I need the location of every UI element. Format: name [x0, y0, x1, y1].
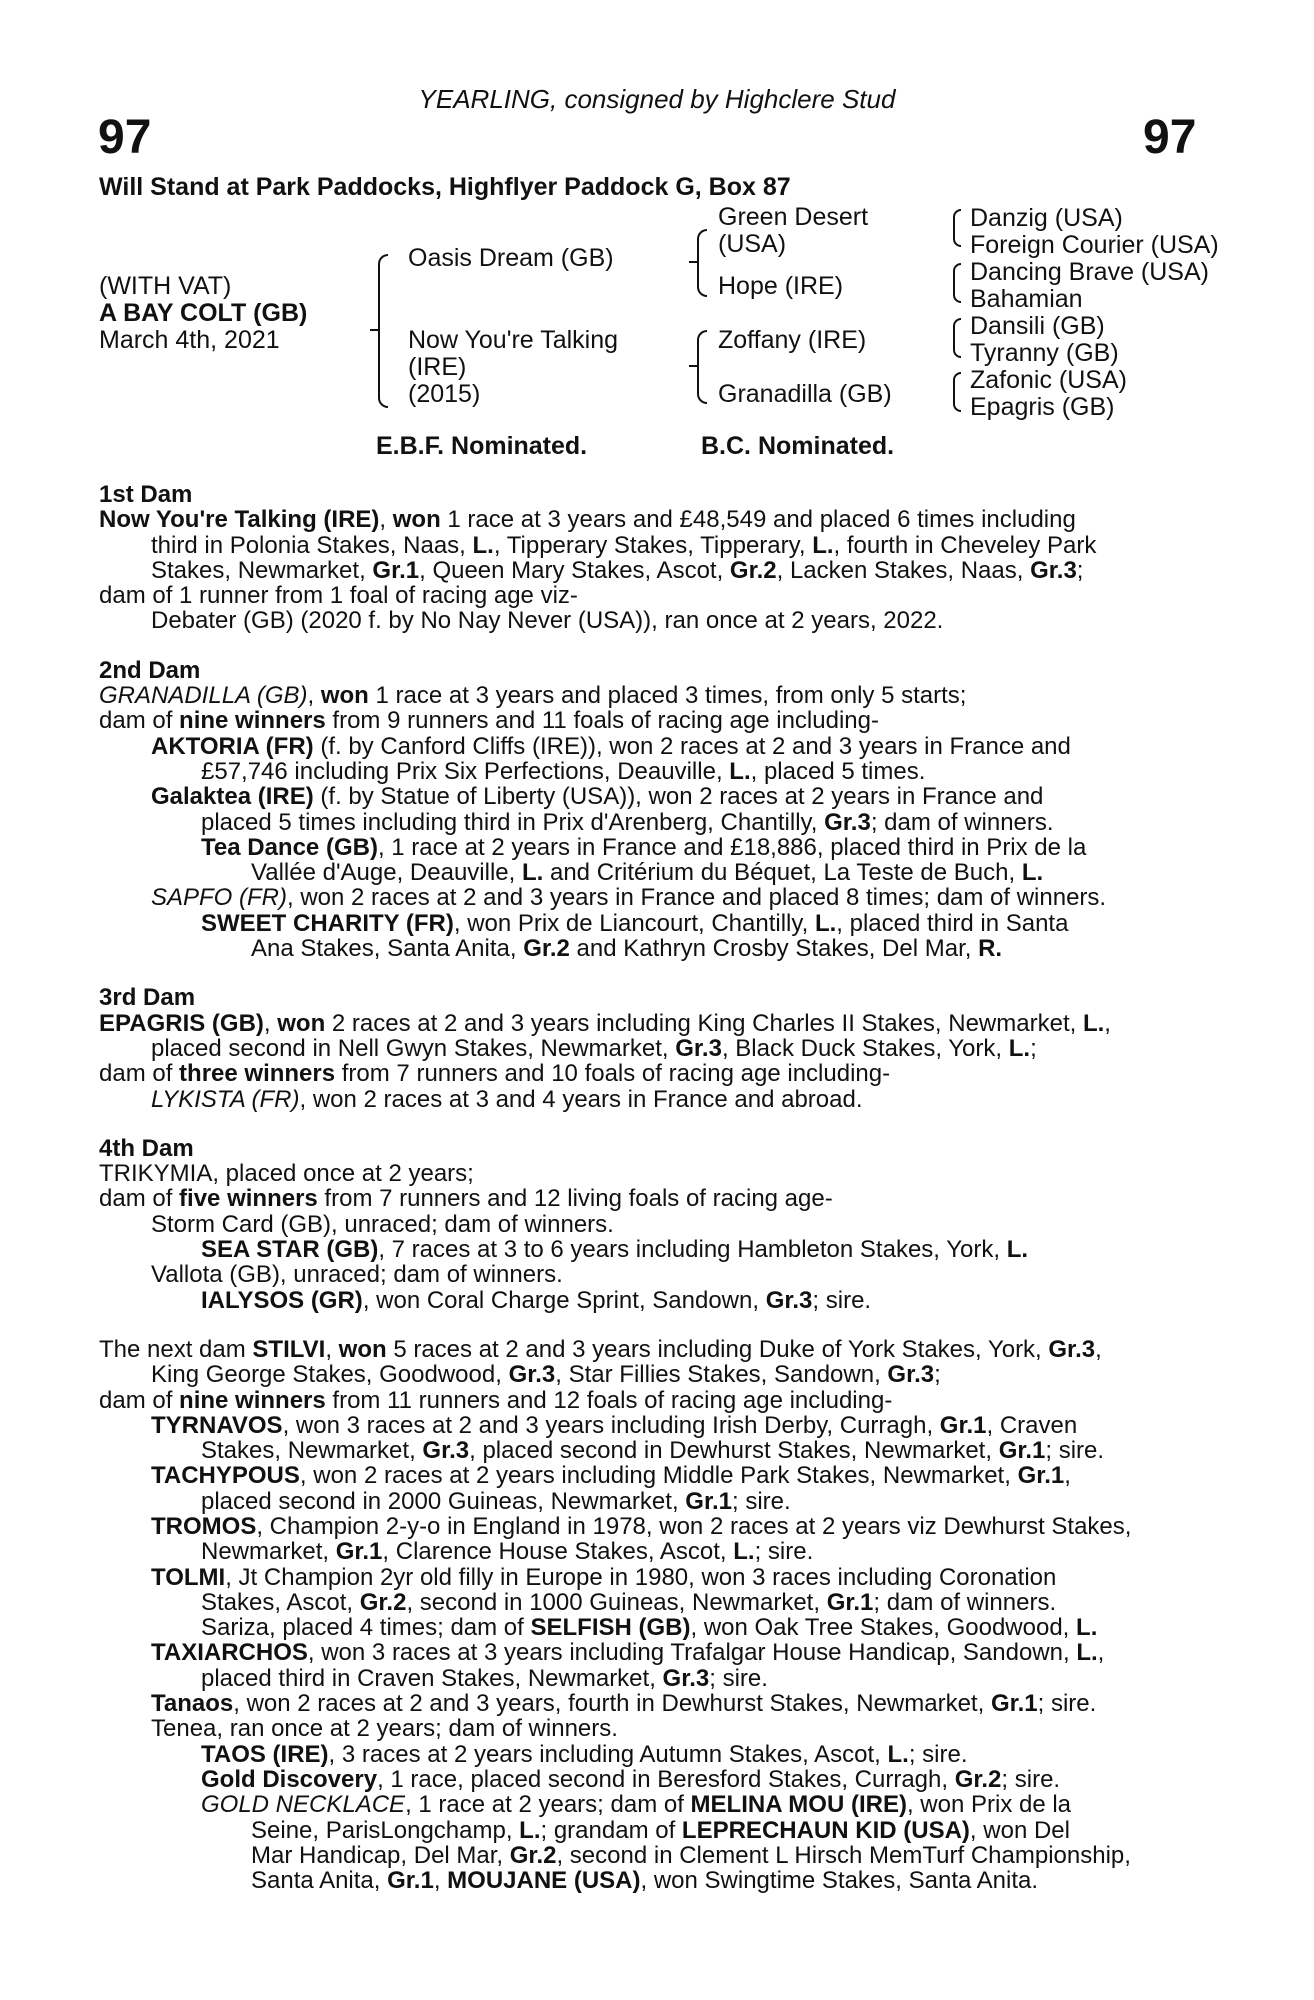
- pedigree-dam-line1: Now You're Talking: [408, 326, 619, 354]
- text-run: £57,746 including Prix Six Perfections, Deauville,: [201, 757, 730, 785]
- text-run: Newmarket,: [201, 1538, 336, 1566]
- text-run: three winners: [179, 1060, 336, 1088]
- text-run: placed 5 times including third in Prix d'Arenberg, Chantilly,: [201, 808, 825, 836]
- text-run: Santa Anita,: [251, 1867, 388, 1895]
- text-run: , won 2 races at 2 years including Middle Park Stakes, Newmarket,: [299, 1462, 1018, 1490]
- pedigree-gen3-7: Zafonic (USA): [970, 366, 1127, 394]
- text-run: Stakes, Newmarket,: [201, 1437, 423, 1465]
- text-run: Gr.1: [372, 556, 420, 584]
- section-heading: 1st Dam: [99, 481, 193, 508]
- dam-section: [99, 658, 1205, 962]
- text-line: [99, 1716, 1205, 1741]
- text-run: Ana Stakes, Santa Anita,: [251, 935, 524, 963]
- text-run: Gr.1: [826, 1588, 874, 1616]
- pedigree-brace-dam: [697, 330, 707, 404]
- text-run: EPAGRIS (GB): [99, 1009, 264, 1037]
- text-run: Gr.2: [523, 935, 570, 963]
- text-run: ,: [433, 1867, 448, 1895]
- text-run: Gr.3: [765, 1286, 813, 1314]
- pedigree-gen3-4: Bahamian: [970, 285, 1083, 313]
- text-run: TAXIARCHOS: [151, 1639, 308, 1667]
- text-run: , placed third in Santa: [836, 909, 1069, 937]
- text-run: , won Oak Tree Stakes, Goodwood,: [690, 1614, 1077, 1642]
- pedigree-gen3-6: Tyranny (GB): [970, 339, 1119, 367]
- text-run: , Queen Mary Stakes, Ascot,: [419, 556, 730, 584]
- text-run: LEPRECHAUN KID (USA): [681, 1816, 970, 1844]
- text-run: , 1 race, placed second in Beresford Stakes, Curragh,: [377, 1765, 955, 1793]
- text-line: [99, 1792, 1205, 1817]
- pedigree-brace-sire: [697, 229, 707, 297]
- text-line: [99, 608, 1205, 633]
- pedigree-brace-gen1-tip: [370, 329, 378, 331]
- text-run: ; sire.: [812, 1286, 872, 1314]
- text-run: and Critérium du Béquet, La Teste de Buch,: [543, 859, 1022, 887]
- text-run: L.: [1021, 859, 1044, 887]
- text-run: ; sire.: [1001, 1765, 1061, 1793]
- text-line: [99, 1438, 1205, 1463]
- text-run: ; dam of winners.: [873, 1588, 1057, 1616]
- text-run: placed second in 2000 Guineas, Newmarket,: [201, 1487, 686, 1515]
- text-line: [99, 1590, 1205, 1615]
- text-run: dam of: [99, 1185, 180, 1213]
- text-run: , won 2 races at 3 and 4 years in France and abroad.: [299, 1085, 863, 1113]
- text-line: [99, 759, 1205, 784]
- text-run: Gold Discovery: [201, 1765, 378, 1793]
- text-run: Gr.3: [662, 1664, 710, 1692]
- text-line: [99, 1161, 1205, 1186]
- text-line: [99, 1087, 1205, 1112]
- text-run: TAOS (IRE): [201, 1740, 329, 1768]
- text-run: GOLD NECKLACE: [201, 1791, 406, 1819]
- text-run: , second in Clement L Hirsch MemTurf Championship,: [556, 1841, 1131, 1869]
- text-line: [99, 1463, 1205, 1488]
- dam-section: [99, 482, 1205, 634]
- text-line: [99, 1615, 1205, 1640]
- text-run: R.: [978, 935, 1003, 963]
- text-run: , won 3 races at 3 years including Trafalgar House Handicap, Sandown,: [307, 1639, 1077, 1667]
- text-run: , won Prix de Liancourt, Chantilly,: [453, 909, 815, 937]
- text-run: won: [320, 682, 369, 710]
- pedigree-dam-line3: (2015): [408, 380, 481, 408]
- text-run: ,: [307, 682, 321, 710]
- text-run: TACHYPOUS: [151, 1462, 300, 1490]
- section-heading: 4th Dam: [99, 1134, 194, 1162]
- text-run: ;: [1030, 1034, 1037, 1062]
- text-line: [99, 533, 1205, 558]
- text-run: Debater (GB) (2020 f. by No Nay Never (USA)), ran once at 2 years, 2022.: [151, 607, 944, 635]
- pedigree-gen3-8: Epagris (GB): [970, 393, 1115, 421]
- text-line: [99, 507, 1205, 532]
- text-run: L.: [1008, 1034, 1031, 1062]
- text-run: , Tipperary Stakes, Tipperary,: [493, 531, 813, 559]
- text-run: , won Del: [969, 1816, 1070, 1844]
- text-run: L.: [1076, 1639, 1098, 1667]
- text-run: 5 races at 2 and 3 years including Duke of York Stakes, York,: [386, 1335, 1049, 1363]
- text-run: L.: [521, 859, 544, 887]
- text-line: [99, 1666, 1205, 1691]
- text-run: nine winners: [179, 1386, 326, 1414]
- text-run: TRIKYMIA, placed once at 2 years;: [99, 1160, 474, 1188]
- text-run: L.: [814, 909, 837, 937]
- text-run: LYKISTA (FR): [151, 1085, 300, 1113]
- text-run: Gr.3: [887, 1361, 935, 1389]
- pedigree-sire-sire-line1: Green Desert: [718, 203, 869, 231]
- text-run: Mar Handicap, Del Mar,: [251, 1841, 510, 1869]
- pedigree-brace-dam-tip: [689, 365, 697, 367]
- text-run: , Star Fillies Stakes, Sandown,: [555, 1361, 888, 1389]
- text-run: ; grandam of: [540, 1816, 682, 1844]
- text-run: 2 races at 2 and 3 years including King Charles II Stakes, Newmarket,: [325, 1009, 1083, 1037]
- text-line: [99, 1036, 1205, 1061]
- text-line: [99, 1288, 1205, 1313]
- pedigree-gen3-1: Danzig (USA): [970, 204, 1123, 232]
- text-run: TROMOS: [151, 1512, 257, 1540]
- text-line: [99, 1767, 1205, 1792]
- text-run: dam of: [99, 707, 180, 735]
- text-run: , won Coral Charge Sprint, Sandown,: [362, 1286, 766, 1314]
- text-run: ; sire.: [908, 1740, 968, 1768]
- text-line: [99, 1413, 1205, 1438]
- text-run: from 11 runners and 12 foals of racing age including-: [325, 1386, 893, 1414]
- lot-number-right: 97: [1143, 111, 1197, 164]
- text-run: SELFISH (GB): [530, 1614, 691, 1642]
- text-line: [99, 1388, 1205, 1413]
- text-run: L.: [1006, 1236, 1029, 1264]
- text-run: dam of: [99, 1060, 180, 1088]
- text-run: Gr.3: [675, 1034, 722, 1062]
- text-run: (f. by Canford Cliffs (IRE)), won 2 races at 2 and 3 years in France and: [313, 732, 1071, 760]
- text-run: Tanaos: [151, 1690, 234, 1718]
- text-run: Gr.3: [1048, 1335, 1096, 1363]
- text-run: Stakes, Newmarket,: [151, 556, 373, 584]
- text-run: ; dam of winners.: [870, 808, 1054, 836]
- pedigree-gen3-2: Foreign Courier (USA): [970, 231, 1219, 259]
- text-run: ;: [934, 1361, 941, 1389]
- text-line: [99, 558, 1205, 583]
- bc-nomination: B.C. Nominated.: [701, 432, 895, 460]
- text-run: STILVI: [252, 1335, 326, 1363]
- text-run: , second in 1000 Guineas, Newmarket,: [406, 1588, 827, 1616]
- text-run: Gr.2: [509, 1841, 557, 1869]
- text-run: dam of: [99, 1386, 180, 1414]
- text-run: Gr.2: [954, 1765, 1002, 1793]
- text-run: , 3 races at 2 years including Autumn Stakes, Ascot,: [328, 1740, 888, 1768]
- pedigree-dam-line2: (IRE): [408, 353, 467, 381]
- text-run: L.: [1082, 1009, 1105, 1037]
- text-line: [99, 1640, 1205, 1665]
- dam-section: [99, 1136, 1205, 1313]
- text-line: [99, 860, 1205, 885]
- pedigree-brace-g34: [953, 263, 961, 303]
- text-run: , Craven: [986, 1411, 1078, 1439]
- text-run: Seine, ParisLongchamp,: [251, 1816, 520, 1844]
- text-run: L.: [729, 757, 751, 785]
- text-run: and Kathryn Crosby Stakes, Del Mar,: [569, 935, 979, 963]
- text-run: Stakes, Ascot,: [201, 1588, 360, 1616]
- stabling-location: Will Stand at Park Paddocks, Highflyer Paddock G, Box 87: [99, 173, 791, 201]
- text-run: Gr.1: [685, 1487, 732, 1515]
- dam-section: [99, 985, 1205, 1111]
- text-run: ,: [1104, 1009, 1111, 1037]
- catalogue-body: [99, 482, 1205, 1893]
- text-line: [99, 835, 1205, 860]
- text-run: Gr.1: [387, 1867, 434, 1895]
- text-run: , fourth in Cheveley Park: [833, 531, 1097, 559]
- text-run: Gr.1: [939, 1411, 987, 1439]
- text-run: ; sire.: [1037, 1690, 1097, 1718]
- text-run: Gr.3: [824, 808, 871, 836]
- pedigree-dam-dam: Granadilla (GB): [718, 380, 892, 408]
- pedigree-sire-sire-line2: (USA): [718, 230, 787, 258]
- text-run: L.: [1076, 1614, 1098, 1642]
- pedigree-sire: Oasis Dream (GB): [408, 244, 614, 272]
- pedigree-brace-g78: [953, 372, 961, 412]
- text-run: , won 2 races at 2 and 3 years, fourth in Dewhurst Stakes, Newmarket,: [233, 1690, 991, 1718]
- text-run: SAPFO (FR): [151, 884, 287, 912]
- pedigree-dam-sire: Zoffany (IRE): [718, 326, 867, 354]
- text-run: ; sire.: [709, 1664, 768, 1692]
- text-run: ; sire.: [731, 1487, 791, 1515]
- text-run: AKTORIA (FR): [151, 732, 314, 760]
- text-run: , won 2 races at 2 and 3 years in France and placed 8 times; dam of winners.: [287, 884, 1107, 912]
- pedigree-gen3-5: Dansili (GB): [970, 312, 1105, 340]
- text-line: [99, 1262, 1205, 1287]
- section-heading: 2nd Dam: [99, 656, 201, 684]
- text-run: Gr.2: [359, 1588, 407, 1616]
- text-run: , 1 race at 2 years; dam of: [405, 1791, 691, 1819]
- text-line: [99, 1011, 1205, 1036]
- text-run: , Lacken Stakes, Naas,: [776, 556, 1031, 584]
- text-run: , placed second in Dewhurst Stakes, Newmarket,: [469, 1437, 999, 1465]
- text-run: , 7 races at 3 to 6 years including Hambleton Stakes, York,: [378, 1236, 1007, 1264]
- text-run: from 7 runners and 12 living foals of racing age-: [317, 1185, 833, 1213]
- text-run: dam of 1 runner from 1 foal of racing age viz-: [99, 582, 578, 610]
- section-heading: 3rd Dam: [99, 984, 196, 1012]
- pedigree-brace-g56: [953, 318, 961, 358]
- text-run: placed third in Craven Stakes, Newmarket,: [201, 1664, 663, 1692]
- text-run: ,: [263, 1009, 278, 1037]
- text-run: ;: [1076, 556, 1084, 584]
- text-run: from 9 runners and 11 foals of racing age including-: [325, 707, 879, 735]
- text-line: [99, 1362, 1205, 1387]
- text-line: [99, 1565, 1205, 1590]
- text-line: [99, 1539, 1205, 1564]
- text-line: [99, 1061, 1205, 1086]
- text-line: [99, 1843, 1205, 1868]
- pedigree-brace-gen1: [378, 254, 388, 408]
- text-run: L.: [472, 531, 494, 559]
- pedigree-brace-g12: [953, 209, 961, 247]
- text-run: L.: [812, 531, 834, 559]
- lot-number-left: 97: [98, 111, 152, 164]
- text-run: Galaktea (IRE): [151, 783, 314, 811]
- text-line: [99, 810, 1205, 835]
- text-run: GRANADILLA (GB): [99, 682, 308, 710]
- text-run: five winners: [179, 1185, 318, 1213]
- text-line: [99, 583, 1205, 608]
- text-run: , Champion 2-y-o in England in 1978, won 2 races at 2 years viz Dewhurst Stakes,: [256, 1512, 1132, 1540]
- text-run: Gr.1: [990, 1690, 1038, 1718]
- text-run: , won Swingtime Stakes, Santa Anita.: [640, 1867, 1039, 1895]
- text-run: , won Prix de la: [906, 1791, 1072, 1819]
- text-run: placed second in Nell Gwyn Stakes, Newmarket,: [151, 1034, 676, 1062]
- text-line: [99, 1691, 1205, 1716]
- text-line: [99, 683, 1205, 708]
- text-line: [99, 1514, 1205, 1539]
- vat-note: (WITH VAT): [99, 272, 232, 300]
- text-run: L.: [733, 1538, 755, 1566]
- text-run: Gr.3: [1030, 556, 1077, 584]
- text-run: Gr.1: [1017, 1462, 1065, 1490]
- text-run: MOUJANE (USA): [447, 1867, 641, 1895]
- text-line: [99, 1489, 1205, 1514]
- consignment-title: YEARLING, consigned by Highclere Stud: [418, 84, 896, 114]
- text-line: [99, 885, 1205, 910]
- pedigree-sire-dam: Hope (IRE): [718, 272, 844, 300]
- text-run: 1 race at 3 years and £48,549 and placed 6 times including: [440, 506, 1076, 534]
- text-line: [99, 1186, 1205, 1211]
- text-run: The next dam: [99, 1335, 253, 1363]
- text-line: [99, 936, 1205, 961]
- text-run: , 1 race at 2 years in France and £18,886, placed third in Prix de la: [377, 833, 1087, 861]
- text-run: Tea Dance (GB): [201, 833, 378, 861]
- text-line: [99, 1818, 1205, 1843]
- foaling-date: March 4th, 2021: [99, 326, 280, 354]
- text-run: Storm Card (GB), unraced; dam of winners.: [151, 1210, 614, 1238]
- text-run: Gr.3: [508, 1361, 556, 1389]
- text-run: won: [392, 506, 441, 534]
- text-run: ; sire.: [1045, 1437, 1105, 1465]
- text-line: [99, 1868, 1205, 1893]
- text-run: L.: [519, 1816, 541, 1844]
- pedigree-gen3-3: Dancing Brave (USA): [970, 258, 1209, 286]
- text-line: [99, 911, 1205, 936]
- text-run: SEA STAR (GB): [201, 1236, 379, 1264]
- text-run: 1 race at 3 years and placed 3 times, from only 5 starts;: [368, 682, 967, 710]
- text-line: [99, 784, 1205, 809]
- text-run: Gr.2: [729, 556, 777, 584]
- text-run: IALYSOS (GR): [201, 1286, 363, 1314]
- text-run: SWEET CHARITY (FR): [201, 909, 454, 937]
- text-run: TYRNAVOS: [151, 1411, 283, 1439]
- text-run: , Clarence House Stakes, Ascot,: [382, 1538, 734, 1566]
- text-run: ,: [1095, 1335, 1102, 1363]
- text-run: Gr.1: [335, 1538, 383, 1566]
- text-run: from 7 runners and 10 foals of racing age including-: [335, 1060, 891, 1088]
- text-line: [99, 1212, 1205, 1237]
- text-run: nine winners: [179, 707, 326, 735]
- text-run: ,: [379, 506, 393, 534]
- text-run: , won 3 races at 2 and 3 years including Irish Derby, Curragh,: [282, 1411, 940, 1439]
- text-line: [99, 708, 1205, 733]
- text-run: won: [277, 1009, 326, 1037]
- dam-section: [99, 1337, 1205, 1894]
- horse-name: A BAY COLT (GB): [99, 299, 308, 327]
- text-run: King George Stakes, Goodwood,: [151, 1361, 509, 1389]
- ebf-nomination: E.B.F. Nominated.: [376, 432, 588, 460]
- text-run: third in Polonia Stakes, Naas,: [151, 531, 473, 559]
- text-run: ; sire.: [754, 1538, 814, 1566]
- text-run: Sariza, placed 4 times; dam of: [201, 1614, 531, 1642]
- text-run: ,: [1064, 1462, 1071, 1490]
- text-run: Gr.3: [422, 1437, 470, 1465]
- text-line: [99, 1337, 1205, 1362]
- text-run: Now You're Talking (IRE): [99, 506, 380, 534]
- text-run: L.: [887, 1740, 909, 1768]
- text-run: , Jt Champion 2yr old filly in Europe in 1980, won 3 races including Coronation: [225, 1563, 1057, 1591]
- text-run: Gr.1: [998, 1437, 1046, 1465]
- text-line: [99, 1237, 1205, 1262]
- text-line: [99, 734, 1205, 759]
- text-run: ,: [1097, 1639, 1105, 1667]
- text-run: ,: [325, 1335, 339, 1363]
- text-run: Vallota (GB), unraced; dam of winners.: [151, 1261, 563, 1289]
- text-line: [99, 1742, 1205, 1767]
- text-run: Tenea, ran once at 2 years; dam of winners.: [151, 1715, 618, 1743]
- text-run: TOLMI: [151, 1563, 226, 1591]
- text-run: , placed 5 times.: [750, 757, 926, 785]
- text-run: , Black Duck Stakes, York,: [721, 1034, 1009, 1062]
- text-run: Vallée d'Auge, Deauville,: [251, 859, 522, 887]
- text-run: MELINA MOU (IRE): [690, 1791, 907, 1819]
- text-run: (f. by Statue of Liberty (USA)), won 2 races at 2 years in France and: [313, 783, 1044, 811]
- pedigree-brace-sire-tip: [689, 261, 697, 263]
- text-run: won: [338, 1335, 387, 1363]
